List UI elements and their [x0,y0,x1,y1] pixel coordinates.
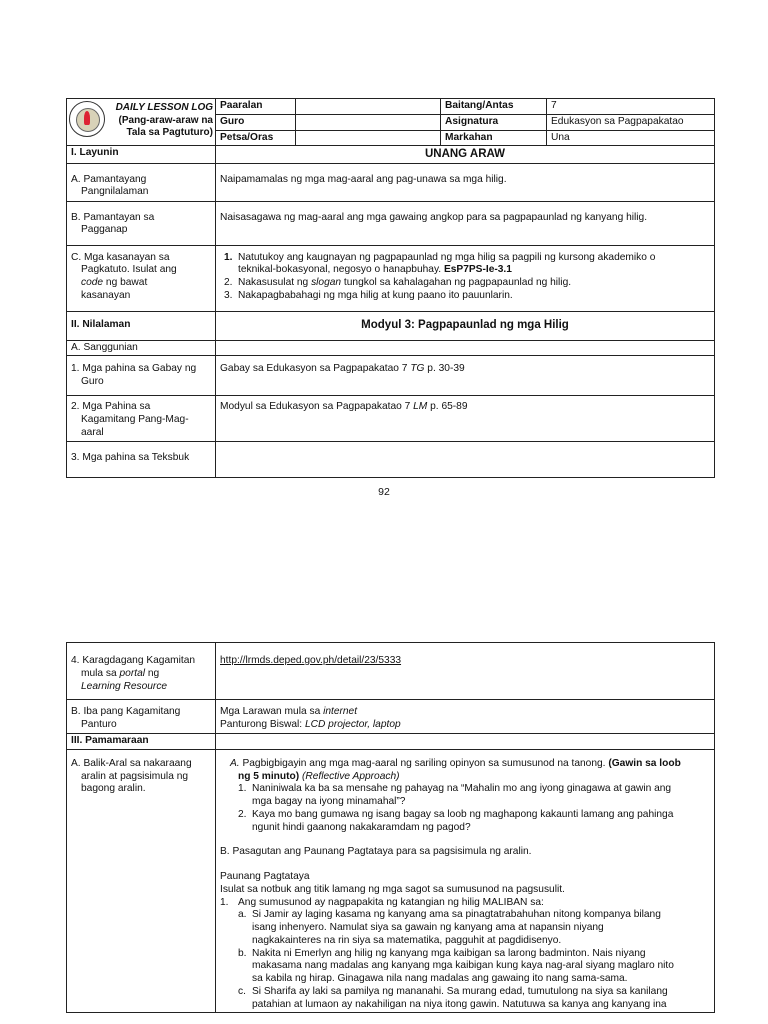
layunin-heading: I. Layunin [67,146,216,163]
question-1: 1. Naniniwala ka ba sa mensahe ng pahayag na “Mahalin mo ang iyong ginagawa at gawin ang mga bagay na iyong minamahal”? [238,783,672,807]
lesson-log-table-page1 [66,98,715,478]
choice-b: b. Nakita ni Emerlyn ang hilig ng kanyang mga kaibigan sa larong badminton. Nais niyang makasama nang madalas ang kanyang mga kaibigan kung kaya nag-aral siyang maglaro nito sa kabila ng hirap. Ginagawa nila nang madalas ang gawaing ito nang sama-sama. [238,947,674,984]
portal-label: 4. Karagdagang Kagamitan mula sa portal ng Learning Resource [67,643,216,700]
pamamaraan-value [216,734,715,750]
kasanayan-item-3: 3. Nakapagbabahagi ng mga hilig at kung paano ito pauunlarin. [224,289,513,301]
page-number: 92 [378,486,390,498]
pagganap-label: B. Pamantayan sa Pagganap [67,201,216,245]
balik-aral-label: A. Balik-Aral sa nakaraang aralin at pagsisimula ng bagong aralin. [67,749,216,1013]
portal-value [216,643,715,700]
pagganap-text: Naisasagawa ng mag-aaral ang mga gawaing angkop para sa pagpapaunlad ng kanyang hilig. [216,201,715,245]
value-markahan: Una [547,130,715,146]
label-petsa: Petsa/Oras [216,130,296,146]
kasanayan-item-2: 2. Nakasusulat ng slogan tungkol sa kahalagahan ng pagpapaunlad ng hilig. [224,277,572,289]
value-asignatura: Edukasyon sa Pagpapakatao [547,114,715,130]
question-2: 2. Kaya mo bang gumawa ng isang bagay sa loob ng maghapong kakaunti lamang ang pahinga ngunit hindi gaanong nakakaramdam ng pagod? [238,808,674,833]
value-petsa [296,130,441,146]
pamantayang-text: Naipamamalas ng mga mag-aaral ang pag-unawa sa mga hilig. [216,163,715,201]
value-baitang: 7 [547,99,715,115]
pamantayang-label: A. Pamantayang Pangnilalaman [67,163,216,201]
iba-kagamitan-label: B. Iba pang Kagamitang Panturo [67,700,216,734]
teksbuk-label: 3. Mga pahina sa Teksbuk [67,442,216,478]
log-title: DAILY LESSON LOG [115,102,213,113]
kagamitan-text: Modyul sa Edukasyon sa Pagpapakatao 7 LM p. 65-89 [216,396,715,442]
test-item-1: 1. Ang sumusunod ay nagpapakita ng katangian ng hilig MALIBAN sa: [220,896,544,908]
lrmds-link[interactable]: http://lrmds.deped.gov.ph/detail/23/5333 [220,655,402,666]
gabay-guro-label: 1. Mga pahina sa Gabay ng Guro [67,356,216,396]
instruction-text: Isulat sa notbuk ang titik lamang ng mga sagot sa sumusunod na pagsusulit. [220,883,565,895]
nilalaman-heading: II. Nilalaman [67,311,216,340]
choice-a: a. Si Jamir ay laging kasama ng kanyang ama sa pinagtatrabahuhan nitong kompanya bilang isang inhenyero. Namulat siya sa gawain ng kanyang ama at napansin niyang nagkakainteres na rin siya sa matematika, pagguhit at pagdidisenyo. [238,909,661,946]
gawain-a-heading: A. Pagbigbigayin ang mga mag-aaral ng sariling opinyon sa sumusunod na tanong. (Gawin sa loob [230,757,681,769]
kasanayan-label: C. Mga kasanayan sa Pagkatuto. Isulat ang code ng bawat kasanayan [67,245,216,311]
kasanayan-list [216,245,715,311]
lesson-log-table-page2 [66,642,715,1013]
kasanayan-item-1: 1. Natutukoy ang kaugnayan ng pagpapaunlad ng mga hilig sa pagpili ng kursong akademiko o teknikal-bokasyonal, negosyo o hanapbuhay. EsP7PS-Ie-3.1 [224,251,656,276]
iba-kagamitan-text: Mga Larawan mula sa internet Panturong Biswal: LCD projector, laptop [216,700,715,734]
label-baitang: Baitang/Antas [441,99,547,115]
modyul-title: Modyul 3: Pagpapaunlad ng mga Hilig [216,311,715,340]
sanggunian-value [216,340,715,356]
log-subtitle-2: Tala sa Pagtuturo) [126,127,213,138]
deped-seal-icon [69,101,105,137]
header-title-cell [67,99,216,146]
log-subtitle-1: (Pang-araw-araw na [118,114,213,126]
label-paaralan: Paaralan [216,99,296,115]
sanggunian-label: A. Sanggunian [67,340,216,356]
gawain-b-text: B. Pasagutan ang Paunang Pagtataya para sa pagsisimula ng aralin. [220,846,532,858]
label-markahan: Markahan [441,130,547,146]
label-guro: Guro [216,114,296,130]
choice-c: c. Si Sharifa ay laki sa pamilya ng mananahi. Sa murang edad, tumutulong na siya sa kanilang patahian at lumaon ay nakahiligan na niya itong gawin. Natutuwa sa kanya ang kanyang ina [238,985,668,1010]
teksbuk-value [216,442,715,478]
day-heading: UNANG ARAW [216,146,715,163]
balik-aral-content: A. Pagbigbigayin ang mga mag-aaral ng sariling opinyon sa sumusunod na tanong. (Gawin sa loob ng 5 minuto) (Reflective Approach) 1. Naniniwala ka ba sa mensahe ng pahayag na “Mahalin mo ang iyong ginagawa at gawin ang mga bagay na iyong minamahal”? 2. Kaya mo bang gumawa ng isang bagay sa loob ng maghapong kakaunti lamang ang pahinga ngunit hindi gaanong nakakaramdam ng pagod? B. Pasagutan ang Paunang Pagtataya para sa pagsisimula ng aralin. Paunang Pagtataya Isulat sa notbuk ang titik lamang ng mga sagot sa sumusunod na pagsusulit. 1. Ang sumusunod ay nagpapakita ng katangian ng hilig MALIBAN sa: a. Si Jamir ay laging kasama ng kanyang ama sa pinagtatrabahuhan nitong kompanya bilang isang inhenyero. Namulat siya sa gawain ng kanyang ama at napansin niyang nagkakainteres na rin siya sa matematika, pagguhit at pagdidisenyo. b. Nakita ni Emerlyn ang hilig ng kanyang mga kaibigan sa larong badminton. Nais niyang makasama nang madalas ang kanyang mga kaibigan kung kaya nag-aral siyang maglaro nito sa kabila ng hirap. Ginagawa nila nang madalas ang gawaing ito nang sama-sama. c. Si Sharifa ay laki sa pamilya ng mananahi. Sa murang edad, tumutulong na siya sa kanilang patahian at lumaon ay nakahiligan na niya itong gawin. Natutuwa sa kanya ang kanyang ina [216,749,715,1013]
label-asignatura: Asignatura [441,114,547,130]
value-guro [296,114,441,130]
gabay-guro-text: Gabay sa Edukasyon sa Pagpapakatao 7 TG p. 30-39 [216,356,715,396]
kagamitan-label: 2. Mga Pahina sa Kagamitang Pang-Mag- aaral [67,396,216,442]
pamamaraan-heading: III. Pamamaraan [67,734,216,750]
paunang-pagtataya-title: Paunang Pagtataya [220,871,310,882]
value-paaralan [296,99,441,115]
